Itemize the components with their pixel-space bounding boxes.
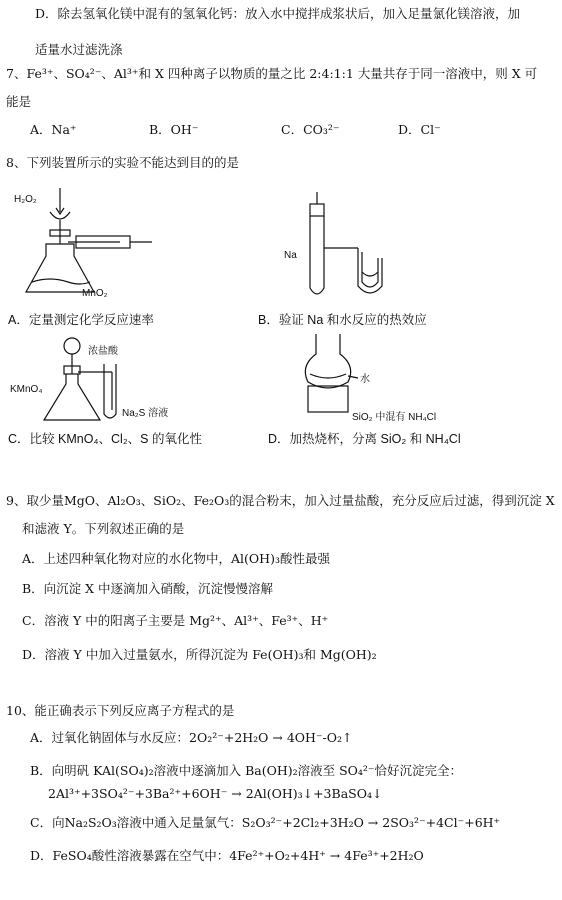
label-sio2-nh4cl: SiO₂ 中混有 NH₄Cl bbox=[352, 412, 437, 423]
q8-caption-d: D．加热烧杯，分离 SiO₂ 和 NH₄Cl bbox=[268, 432, 461, 446]
q9-stem-line1: 9、取少量MgO、Al₂O₃、SiO₂、Fe₂O₃的混合粉末，加入过量盐酸，充分反应后过滤，得到沉淀 X bbox=[6, 493, 555, 508]
q10-option-b: B．向明矾 KAl(SO₄)₂溶液中逐滴加入 Ba(OH)₂溶液至 SO₄²⁻恰好沉淀完全： bbox=[30, 763, 463, 778]
apparatus-c bbox=[8, 334, 169, 424]
q8-stem: 8、下列装置所示的实验不能达到目的的是 bbox=[6, 155, 239, 170]
q6-option-d-line2: 适量水过滤洗涤 bbox=[35, 42, 123, 57]
q9-option-a: A．上述四种氧化物对应的水化物中，Al(OH)₃酸性最强 bbox=[22, 551, 330, 566]
q7-stem-line2: 能是 bbox=[6, 94, 32, 109]
q10-option-b-equation: 2Al³⁺+3SO₄²⁻+3Ba²⁺+6OH⁻ → 2Al(OH)₃↓+3BaSO₄↓ bbox=[48, 786, 383, 801]
q10-option-c: C．向Na₂S₂O₃溶液中通入足量氯气：S₂O₃²⁻+2Cl₂+3H₂O → 2SO₃²⁻+4Cl⁻+6H⁺ bbox=[30, 815, 501, 830]
q10-option-a: A．过氧化钠固体与水反应：2O₂²⁻+2H₂O → 4OH⁻-O₂↑ bbox=[30, 730, 353, 745]
q8-caption-a: A．定量测定化学反应速率 bbox=[8, 313, 154, 327]
q8-caption-c: C．比较 KMnO₄、Cl₂、S 的氧化性 bbox=[8, 432, 202, 446]
label-na: Na bbox=[284, 250, 297, 261]
q7-option-b: B．OH⁻ bbox=[149, 122, 199, 137]
q10-option-d: D．FeSO₄酸性溶液暴露在空气中：4Fe²⁺+O₂+4H⁺ → 4Fe³⁺+2H₂O bbox=[30, 848, 424, 863]
label-h2o2: H₂O₂ bbox=[14, 194, 37, 205]
label-na2s: Na₂S 溶液 bbox=[122, 408, 169, 419]
label-mno2: MnO₂ bbox=[82, 288, 108, 299]
apparatus-d bbox=[288, 324, 458, 424]
apparatus-a bbox=[10, 186, 160, 306]
q7-stem-line1: 7、Fe³⁺、SO₄²⁻、Al³⁺和 X 四种离子以物质的量之比 2:4:1:1 大量共存于同一溶液中，则 X 可 bbox=[6, 66, 538, 81]
q7-option-d: D．Cl⁻ bbox=[398, 122, 441, 137]
q8-caption-b: B．验证 Na 和水反应的热效应 bbox=[258, 313, 427, 327]
q7-option-c: C．CO₃²⁻ bbox=[281, 122, 340, 137]
apparatus-b bbox=[282, 190, 432, 310]
q6-option-d-line1: D．除去氢氧化镁中混有的氢氧化钙：放入水中搅拌成浆状后，加入足量氯化镁溶液，加 bbox=[35, 6, 521, 21]
label-conc-hcl: 浓盐酸 bbox=[88, 346, 118, 357]
q9-option-b: B．向沉淀 X 中逐滴加入硝酸，沉淀慢慢溶解 bbox=[22, 581, 274, 596]
q9-option-c: C．溶液 Y 中的阳离子主要是 Mg²⁺、Al³⁺、Fe³⁺、H⁺ bbox=[22, 613, 329, 628]
q10-stem: 10、能正确表示下列反应离子方程式的是 bbox=[6, 703, 235, 718]
label-water: 水 bbox=[360, 374, 370, 385]
q7-option-a: A．Na⁺ bbox=[30, 122, 77, 137]
q9-option-d: D．溶液 Y 中加入过量氨水，所得沉淀为 Fe(OH)₃和 Mg(OH)₂ bbox=[22, 647, 377, 662]
label-kmno4: KMnO₄ bbox=[10, 384, 43, 395]
q9-stem-line2: 和滤液 Y。下列叙述正确的是 bbox=[22, 521, 185, 536]
